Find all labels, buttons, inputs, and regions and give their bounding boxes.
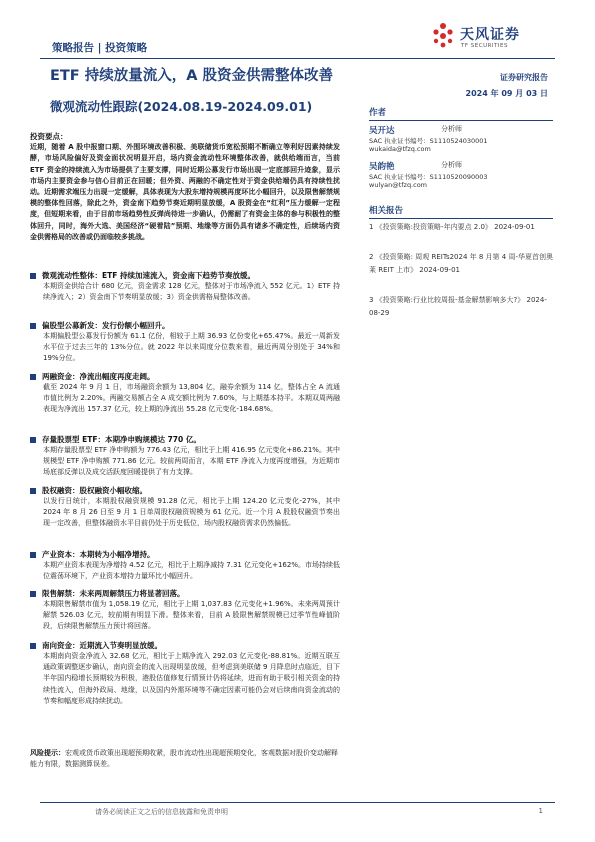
author-role: 分析师 — [441, 161, 462, 169]
report-subtitle: 微观流动性跟踪(2024.08.19-2024.09.01) — [50, 99, 313, 114]
author-name: 吴开达 — [369, 126, 395, 136]
authors-header: 作者 — [369, 106, 553, 121]
bullet-heading: 微观流动性整体：ETF 持续加速流入，资金南下趋势节奏放缓。 — [30, 270, 340, 281]
bullet-heading: 存量股票型 ETF：本期净申购规模达 770 亿。 — [30, 434, 340, 445]
author-cert: SAC 执业证书编号：S1110524030001 — [369, 137, 488, 145]
risk-text: 宏观或货币政策出现超预期收紧，股市流动性出现超预期变化，客观数据对股价变动解释能力有限，数据测算误差。 — [30, 749, 338, 769]
bullet-heading: 产业资本：本期转为小幅净增持。 — [30, 549, 340, 560]
summary-heading: 投资要点： — [30, 132, 68, 141]
logo-text: 天风证券 — [460, 27, 520, 43]
author-card — [369, 160, 559, 189]
company-logo — [430, 18, 540, 58]
risk-warning — [30, 748, 340, 770]
bullet-section — [30, 485, 340, 530]
bullet-section — [30, 640, 340, 707]
related-report-link[interactable]: 2 《投资策略: 周观 REITs2024 年 8 月第 4 周-华夏首创奥莱 REIT 上市》 2024-09-01 — [369, 253, 553, 274]
bullet-section — [30, 434, 340, 479]
report-type: 证券研究报告 — [500, 73, 548, 82]
bullet-heading: 南向资金：近期流入节奏明显放缓。 — [30, 640, 340, 651]
author-card — [369, 124, 559, 153]
risk-label: 风险提示： — [30, 749, 65, 757]
bullet-heading: 限售解禁：未来两周解禁压力将显著回落。 — [30, 588, 340, 599]
bullet-text: 本期存量股票型 ETF 净申购额为 776.43 亿元，相比于上期 416.95 亿元变化+86.21%。其中规模型 ETF 净申购额 771.86 亿元。较前两周而言，本期 ETF 净流入力度再度增强，为近期市场底部反弹以及成交活跃度回暖提供了有力支撑。 — [43, 446, 340, 477]
bullet-text: 以发行日统计，本期股权融资规模 91.28 亿元，相比于上期 124.20 亿元变化-27%，其中 2024 年 8 月 26 日至 9 月 1 日单周股权融资规模为 61 亿元。近一个月 A 股股权融资节奏出现一定改善，但整体融资水平目前仍处于历史低位，场内股权融资需求仍然偏低。 — [43, 497, 340, 528]
footer-disclaimer: 请务必阅读正文之后的信息披露和免责申明 — [95, 808, 228, 816]
report-category: 策略报告 | 投资策略 — [52, 42, 148, 54]
summary-text: 近期，随着 A 股中报窗口期、外围环境改善积极、美联储货币宽松预期不断确立等利好因素持续发酵，市场风险偏好及资金面状况明显开启，场内资金流动性环境整体改善，就供给端而言，当前 ETF 资金的持续流入为市场提供了主要支撑，同时近期公募发行市场出现一定底部回升迹象，显示市场内主要资金参与信心目前正在回暖；但外资、两融的不确定性对于资金供给端仍具有持续性扰动。近期需求端压力出现一定缓解，具体表现为大股东增持规模再度环比小幅回升，以及限售解禁规模的整体性回落，除此之外，资金南下趋势节奏近期明显放缓，A 股资金在“红利”压力缓解一定程度，但短期来看，由于目前市场趋势性反弹尚待进一步确认，仍需耐了有资金主体的参与积极性的整体回升，同时，海外大选、美国经济“硬着陆”预期、地缘等方面仍具有诸多不确定性，后续场内资金供需格局的改善或仍面临较多挑战。 — [30, 143, 340, 241]
bullet-text: 截至 2024 年 9 月 1 日，市场融资余额为 13,804 亿，融券余额为 114 亿，整体占全 A 流通市值比例为 2.20%。两融交易额占全 A 成交额比例为 7.60%，与上期基本持平。本期双周两融表现为净流出 157.37 亿元，较上期的净流出 55.28 亿元变化-184.68%。 — [43, 383, 340, 414]
bullet-text: 本期限售解禁市值为 1,058.19 亿元，相比于上期 1,037.83 亿元变化+1.96%。未来两周预计解禁 526.03 亿元，较前期有明显下滑。整体来看，目前 A 股限售解禁规模已过季节性峰值阶段，后续限售解禁压力预计将回落。 — [43, 600, 340, 631]
investment-summary — [30, 131, 340, 243]
author-email[interactable]: wulyan@tfzq.com — [369, 181, 428, 189]
bullet-heading: 两融资金：净流出幅度再度走阔。 — [30, 371, 340, 382]
author-cert: SAC 执业证书编号：S1110520090003 — [369, 173, 488, 181]
bullet-heading: 偏股型公募新发：发行份额小幅回升。 — [30, 320, 340, 331]
bullet-section — [30, 549, 340, 582]
logo-mark-icon — [430, 22, 456, 48]
bullet-section — [30, 320, 340, 365]
bullet-section — [30, 371, 340, 416]
bullet-section — [30, 588, 340, 633]
author-role: 分析师 — [441, 125, 462, 133]
related-header: 相关报告 — [369, 204, 553, 219]
bullet-text: 本期产业资本表现为净增持 4.52 亿元，相比于上期净减持 7.31 亿元变化+162%。市场持续低位震荡环境下，产业资本增持力量环比小幅回升。 — [43, 561, 340, 581]
report-title: ETF 持续放量流入，A 股资金供需整体改善 — [50, 68, 334, 84]
logo-subtext: TF SECURITIES — [461, 43, 508, 49]
related-report-link[interactable]: 1 《投资策略:投资策略-年内要点 2.0》 2024-09-01 — [369, 223, 535, 231]
page-number: 1 — [538, 807, 543, 815]
related-report-link[interactable]: 3 《投资策略:行业比较周报-基金解禁影响多大?》 2024-08-29 — [369, 296, 547, 317]
author-name: 吴韵艳 — [369, 162, 395, 172]
bullet-text: 本期偏股型公募发行份额为 61.1 亿份，相较于上期 36.93 亿份变化+65.47%。最近一周新发水平位于过去三年的 13%分位。就 2022 年以来周度分位数来看，最近两周分别处于 34%和 19%分位。 — [43, 332, 340, 363]
author-email[interactable]: wukaida@tfzq.com — [369, 145, 431, 153]
bullet-heading: 股权融资：股权融资小幅收缩。 — [30, 485, 340, 496]
report-date: 2024 年 09 月 03 日 — [465, 89, 548, 98]
header-divider — [40, 58, 555, 59]
bullet-section — [30, 270, 340, 303]
footer-divider — [40, 802, 555, 803]
bullet-text: 本期资金供给合计 680 亿元，资金需求 128 亿元，整体对于市场净流入 552 亿元。1）ETF 持续净流入；2）资金南下节奏明显放缓；3）资金供需格局整体改善。 — [43, 282, 340, 302]
bullet-text: 本期南向资金净流入 32.68 亿元，相比于上期净流入 292.03 亿元变化-88.81%。近期互联互通政策调整逐步确认，南向资金的流入出现明显放缓，但考虑到美联储 9 月降息时点临近，目下半年国内稳增长预期较为积极，港股估值修复行情预计仍将延续，进而有助于吸引相关资金的持续性流入，但海外政局、地缘，以及国内外需环境等不确定因素可能仍会对后续南向资金流动的节奏和幅度形成持续扰动。 — [43, 652, 340, 705]
